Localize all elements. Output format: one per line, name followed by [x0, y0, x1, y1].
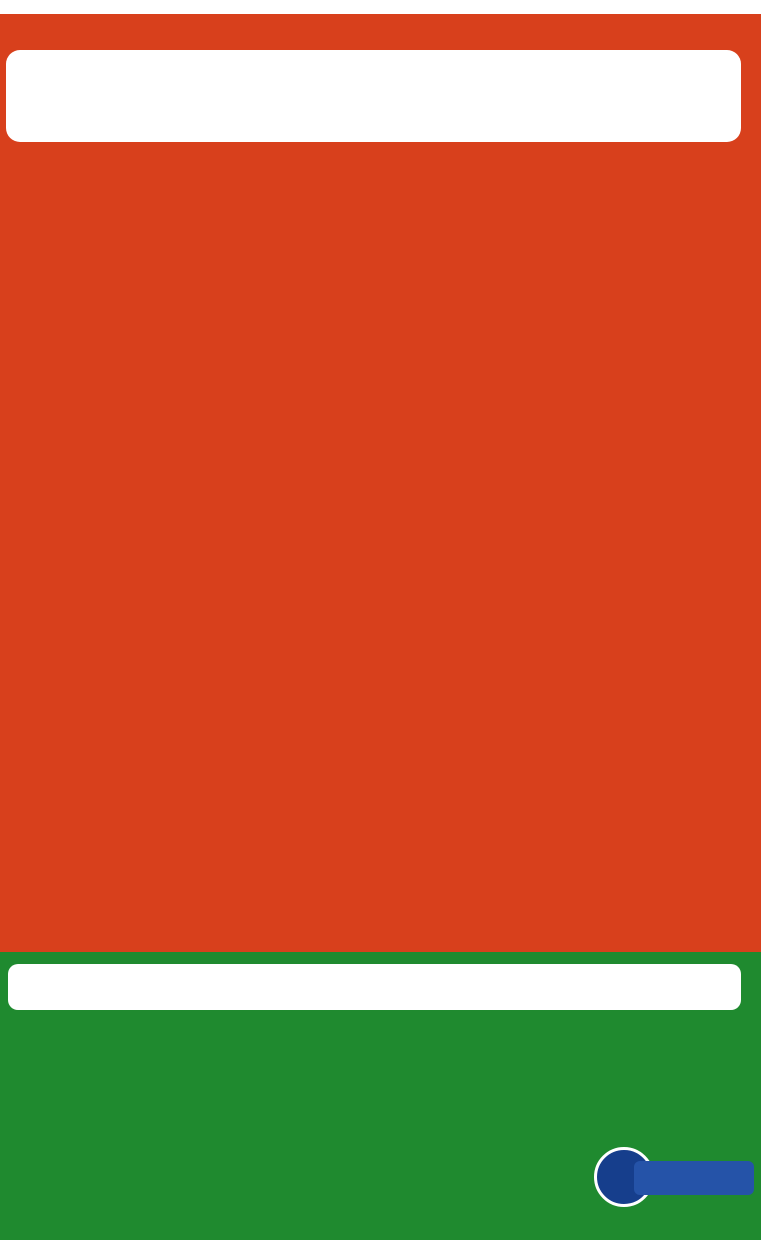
conduct-title-box [8, 964, 741, 1010]
department-logo [594, 1147, 754, 1225]
title-box [6, 50, 741, 142]
logo-band [634, 1161, 754, 1195]
prohibited-section [0, 14, 761, 952]
